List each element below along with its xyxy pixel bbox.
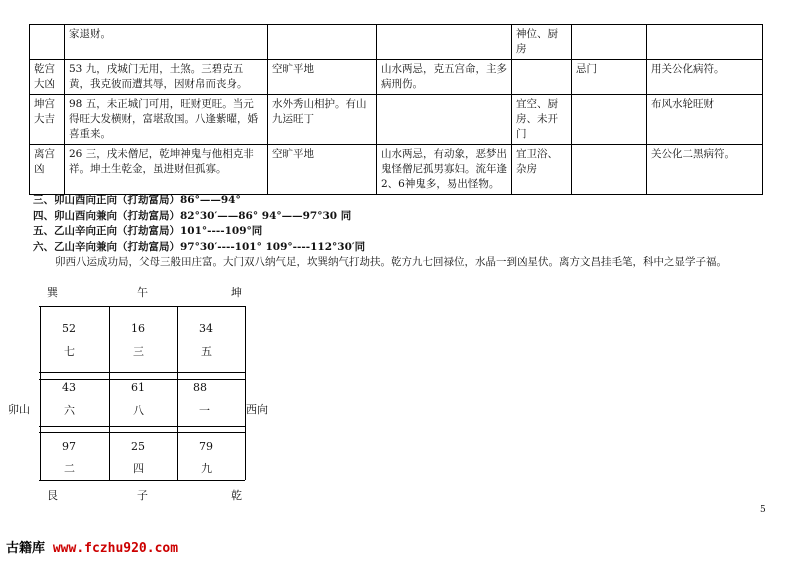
table-cell: 水外秀山相护。有山九运旺丁 [268, 95, 377, 145]
table-cell [377, 25, 512, 60]
watermark-footer [6, 537, 178, 556]
palace-name: 坤宫大吉 [30, 95, 65, 145]
table-cell [572, 95, 647, 145]
star-number: 25 [131, 440, 145, 453]
star-numeral: 一 [199, 404, 210, 417]
direction-label: 子 [137, 489, 148, 502]
star-numeral: 六 [64, 404, 75, 417]
footer-site-link[interactable]: www.fczhu920.com [52, 541, 179, 556]
star-number: 52 [62, 322, 76, 335]
table-cell: 空旷平地 [268, 60, 377, 95]
grid-line [177, 306, 178, 480]
star-number: 97 [62, 440, 76, 453]
table-cell [30, 25, 65, 60]
direction-label: 坤 [231, 286, 242, 299]
table-cell: 53 九，戌城门无用，土煞。三碧克五黄，我克彼而遭其辱，因财帛而丧身。 [65, 60, 268, 95]
page-number: 5 [760, 505, 766, 515]
table-cell: 用关公化病符。 [647, 60, 763, 95]
star-number: 61 [131, 381, 145, 394]
table-cell [572, 25, 647, 60]
grid-line [39, 426, 245, 427]
table-cell: 26 三，戌未僧尼，乾坤神鬼与他相克非祥。坤土生乾金，虽进财但孤寡。 [65, 145, 268, 195]
flying-star-chart [0, 280, 300, 510]
footer-label: 古籍库 [6, 541, 46, 556]
palace-name: 离宫凶 [30, 145, 65, 195]
direction-label: 巽 [47, 286, 58, 299]
section-heading: 三、卯山酉向正向（打劫富局）86°——94° [33, 194, 241, 206]
table-cell: 98 五，未正城门可用，旺财更旺。当元得旺大发横财，富堪敌国。八逢紫曜，婚喜重来。 [65, 95, 268, 145]
facing-label: 西向 [246, 403, 268, 416]
verse-paragraph: 卯西八运成功局，父母三般田庄富。大门双八纳气足，坎巽纳气打劫扶。乾方九七回禄位，水晶一到凶星伏。离方文昌挂毛笔，科中之显学子福。 [55, 256, 727, 268]
table-cell: 宜卫浴、杂房 [512, 145, 572, 195]
table-cell [377, 95, 512, 145]
section-heading: 五、乙山辛向正向（打劫富局）101°----109°同 [33, 225, 263, 237]
direction-label: 午 [137, 286, 148, 299]
table-cell [268, 25, 377, 60]
table-row [30, 145, 763, 195]
mountain-label: 卯山 [8, 403, 30, 416]
grid-line [39, 372, 245, 373]
grid-line [39, 379, 245, 380]
direction-label: 乾 [231, 489, 242, 502]
table-cell: 关公化二黑病符。 [647, 145, 763, 195]
table-row [30, 25, 763, 60]
palace-table [29, 24, 763, 195]
star-number: 43 [62, 381, 76, 394]
table-cell: 宜空、厨房、未开门 [512, 95, 572, 145]
palace-name: 乾宫大凶 [30, 60, 65, 95]
star-numeral: 七 [64, 345, 75, 358]
star-numeral: 九 [201, 462, 212, 475]
star-number: 79 [199, 440, 213, 453]
grid-line [245, 306, 246, 480]
star-numeral: 二 [64, 462, 75, 475]
section-lines [33, 193, 773, 271]
table-cell: 忌门 [572, 60, 647, 95]
star-numeral: 四 [133, 462, 144, 475]
table-cell: 山水两忌，有动象，恶梦出鬼怪僧尼孤男寡妇。流年逢2、6神鬼多，易出怪物。 [377, 145, 512, 195]
table-cell: 布风水轮旺财 [647, 95, 763, 145]
table-cell: 家退财。 [65, 25, 268, 60]
direction-label: 艮 [47, 489, 58, 502]
table-cell: 空旷平地 [268, 145, 377, 195]
table-cell: 神位、厨房 [512, 25, 572, 60]
table-cell [512, 60, 572, 95]
star-numeral: 三 [133, 345, 144, 358]
star-numeral: 五 [201, 345, 212, 358]
grid-line [39, 480, 245, 481]
star-number: 16 [131, 322, 145, 335]
table-row [30, 60, 763, 95]
table-cell: 山水两忌，克五宫命，主多病刑伤。 [377, 60, 512, 95]
table-cell [647, 25, 763, 60]
grid-line [39, 432, 245, 433]
table-row [30, 95, 763, 145]
grid-line [109, 306, 110, 480]
grid-line [39, 306, 245, 307]
grid-line [40, 306, 41, 480]
section-heading: 六、乙山辛向兼向（打劫富局）97°30′----101° 109°----112°30′同 [33, 240, 366, 253]
star-number: 34 [199, 322, 213, 335]
section-heading: 四、卯山酉向兼向（打劫富局）82°30′——86° 94°——97°30 同 [33, 209, 352, 222]
star-number: 88 [193, 381, 207, 394]
table-cell [572, 145, 647, 195]
star-numeral: 八 [133, 404, 144, 417]
